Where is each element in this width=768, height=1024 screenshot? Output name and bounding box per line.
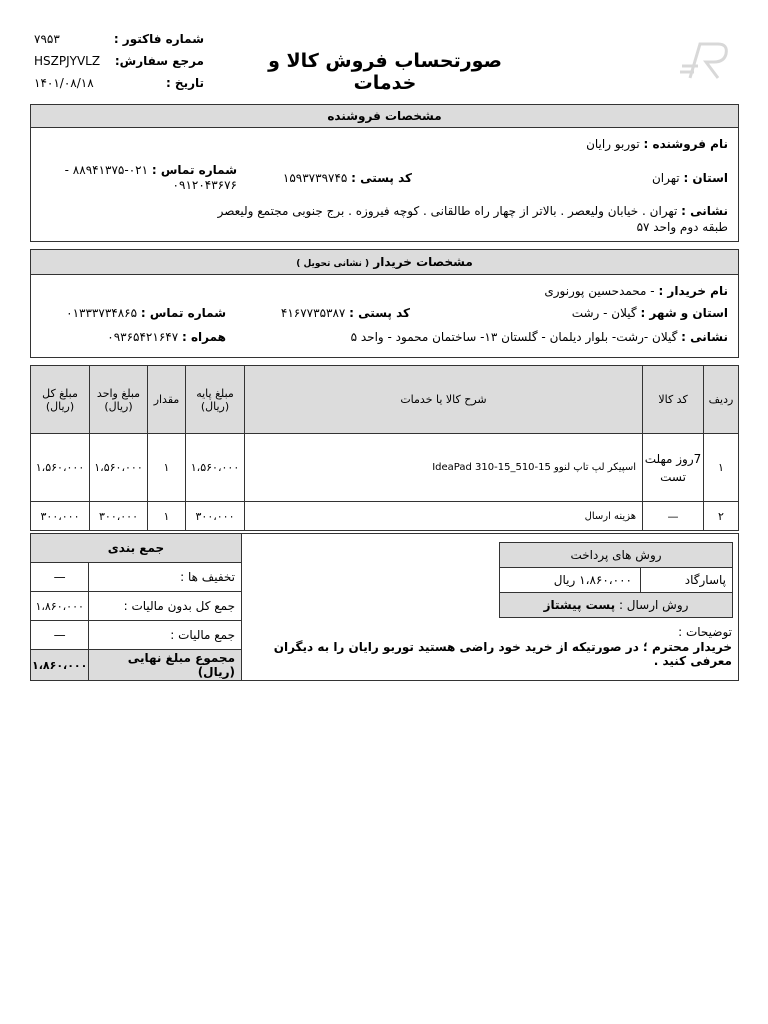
cell-code: 7روز مهلت تست (643, 434, 704, 502)
table-row (31, 502, 739, 531)
seller-name-label: نام فروشنده : (643, 137, 728, 151)
col-unit-price-header (90, 366, 148, 434)
notes-label: توضیحات : (678, 625, 732, 639)
summary-discount-label: تخفیف ها : (89, 563, 242, 592)
summary-row-discount (31, 563, 242, 592)
cell-desc: هزینه ارسال (245, 502, 643, 531)
page-title: صورتحساب فروش کالا و خدمات (268, 50, 502, 94)
order-ref-label: مرجع سفارش: (114, 54, 204, 68)
seller-address-row (198, 203, 728, 235)
col-total-label: مبلغ کل (42, 386, 78, 400)
buyer-postal-row (281, 306, 410, 320)
col-desc-header: شرح کالا یا خدمات (245, 366, 643, 434)
cell-qty: ۱ (148, 434, 186, 502)
summary-header-row (31, 534, 242, 563)
seller-province-row (652, 171, 728, 185)
cell-total: ۳۰۰،۰۰۰ (31, 502, 90, 531)
cell-unit-price: ۱،۵۶۰،۰۰۰ (90, 434, 148, 502)
items-table (30, 365, 739, 531)
summary-title: جمع بندی (31, 534, 242, 563)
buyer-postal-label: کد پستی : (349, 306, 410, 320)
col-base-label: مبلغ پایه (196, 386, 234, 400)
summary-final-label: مجموع مبلغ نهایی (ریال) (89, 650, 242, 681)
payment-table (499, 542, 733, 618)
seller-address: تهران . خیابان ولیعصر . بالاتر از چهار راه طالقانی . کوچه فیروزه . برج جنوبی مجتمع ولیعصر طبقه دوم واحد ۵۷ (217, 204, 728, 234)
buyer-mobile-row (107, 330, 226, 344)
buyer-name: - محمدحسین پورنوری (544, 284, 655, 298)
notes-text: خریدار محترم ؛ در صورتیکه از خرید خود راضی هستید توربو رایان را به دیگران معرفی کنید . (273, 640, 732, 668)
buyer-address-row (351, 330, 728, 344)
invoice-no-value: ۷۹۵۳ (34, 32, 60, 46)
summary-tax-value: — (31, 621, 89, 650)
summary-table (30, 533, 242, 681)
cell-code: — (643, 502, 704, 531)
buyer-phone-row (66, 306, 226, 320)
summary-pretax-label: جمع کل بدون مالیات : (89, 592, 242, 621)
col-base-header (186, 366, 245, 434)
seller-postal-row (283, 171, 412, 185)
seller-address-label: نشانی : (681, 204, 728, 218)
buyer-name-label: نام خریدار : (658, 284, 728, 298)
seller-name-row (586, 137, 728, 151)
cell-row: ۱ (704, 434, 739, 502)
col-qty-header: مقدار (148, 366, 186, 434)
col-base-unit: (ریال) (200, 399, 230, 413)
buyer-phone-label: شماره تماس : (140, 306, 226, 320)
summary-tax-label: جمع مالیات : (89, 621, 242, 650)
seller-name: توربو رایان (586, 137, 640, 151)
payment-title: روش های پرداخت (500, 543, 733, 568)
buyer-address-label: نشانی : (681, 330, 728, 344)
buyer-phone: ۰۱۳۳۳۷۳۴۸۶۵ (66, 306, 138, 320)
summary-final-value: ۱،۸۶۰،۰۰۰ (31, 650, 89, 681)
buyer-mobile-label: همراه : (181, 330, 226, 344)
invoice-no-label: شماره فاکتور : (113, 32, 204, 46)
col-total-unit: (ریال) (45, 399, 75, 413)
buyer-mobile: ۰۹۳۶۵۴۲۱۶۴۷ (107, 330, 179, 344)
cell-base: ۳۰۰،۰۰۰ (186, 502, 245, 531)
summary-pretax-value: ۱،۸۶۰،۰۰۰ (31, 592, 89, 621)
buyer-section-title (30, 249, 739, 275)
cell-total: ۱،۵۶۰،۰۰۰ (31, 434, 90, 502)
payment-header-row (500, 543, 733, 568)
seller-province: تهران (651, 171, 680, 185)
col-row-header: ردیف (704, 366, 739, 434)
seller-phone-row (37, 163, 237, 193)
items-header-row (31, 366, 739, 434)
col-code-header: کد کالا (643, 366, 704, 434)
buyer-city: گیلان - رشت (571, 306, 637, 320)
order-ref-value: HSZPJYVLZ (34, 54, 101, 68)
buyer-address: گیلان -رشت- بلوار دیلمان - گلستان ۱۳- ساختمان محمود - واحد ۵ (350, 330, 678, 344)
col-total-header (31, 366, 90, 434)
cell-unit-price: ۳۰۰،۰۰۰ (90, 502, 148, 531)
shipping-cell (500, 593, 733, 618)
cell-row: ۲ (704, 502, 739, 531)
seller-postal: ۱۵۹۳۷۳۹۷۴۵ (282, 171, 348, 185)
shipping-value: پست پیشتاز (543, 598, 616, 612)
buyer-title: مشخصات خریدار (373, 255, 473, 269)
seller-province-label: استان : (683, 171, 728, 185)
seller-phone: ۰۲۱-۸۸۹۴۱۳۷۵ - ۰۹۱۲۰۴۳۶۷۶ (64, 163, 237, 192)
shipping-row (500, 593, 733, 618)
seller-section (30, 127, 739, 242)
buyer-name-row (544, 284, 728, 298)
cell-qty: ۱ (148, 502, 186, 531)
buyer-postal: ۴۱۶۷۷۳۵۳۸۷ (280, 306, 346, 320)
summary-row-final (31, 650, 242, 681)
seller-postal-label: کد پستی : (351, 171, 412, 185)
cell-base: ۱،۵۶۰،۰۰۰ (186, 434, 245, 502)
date-value: ۱۴۰۱/۰۸/۱۸ (34, 76, 94, 90)
col-unit-price-label: مبلغ واحد (96, 386, 141, 400)
payment-method: پاسارگاد (641, 568, 733, 593)
buyer-section (30, 274, 739, 358)
date-label: تاریخ : (165, 76, 204, 90)
seller-section-title: مشخصات فروشنده (30, 104, 739, 128)
buyer-title-sub: ( نشانی تحویل ) (296, 259, 370, 269)
summary-discount-value: — (31, 563, 89, 592)
payment-amount: ۱،۸۶۰،۰۰۰ ریال (500, 568, 641, 593)
buyer-city-label: استان و شهر : (640, 306, 728, 320)
summary-row-pretax (31, 592, 242, 621)
col-unit-price-unit: (ریال) (104, 399, 133, 413)
table-row (31, 434, 739, 502)
seller-phone-label: شماره تماس : (151, 163, 237, 177)
cell-desc: اسپیکر لپ تاپ لنوو IdeaPad 310-15_510-15 (245, 434, 643, 502)
company-logo (678, 38, 734, 84)
buyer-city-row (572, 306, 728, 320)
shipping-label: روش ارسال : (618, 598, 689, 612)
payment-method-row (500, 568, 733, 593)
summary-row-tax (31, 621, 242, 650)
